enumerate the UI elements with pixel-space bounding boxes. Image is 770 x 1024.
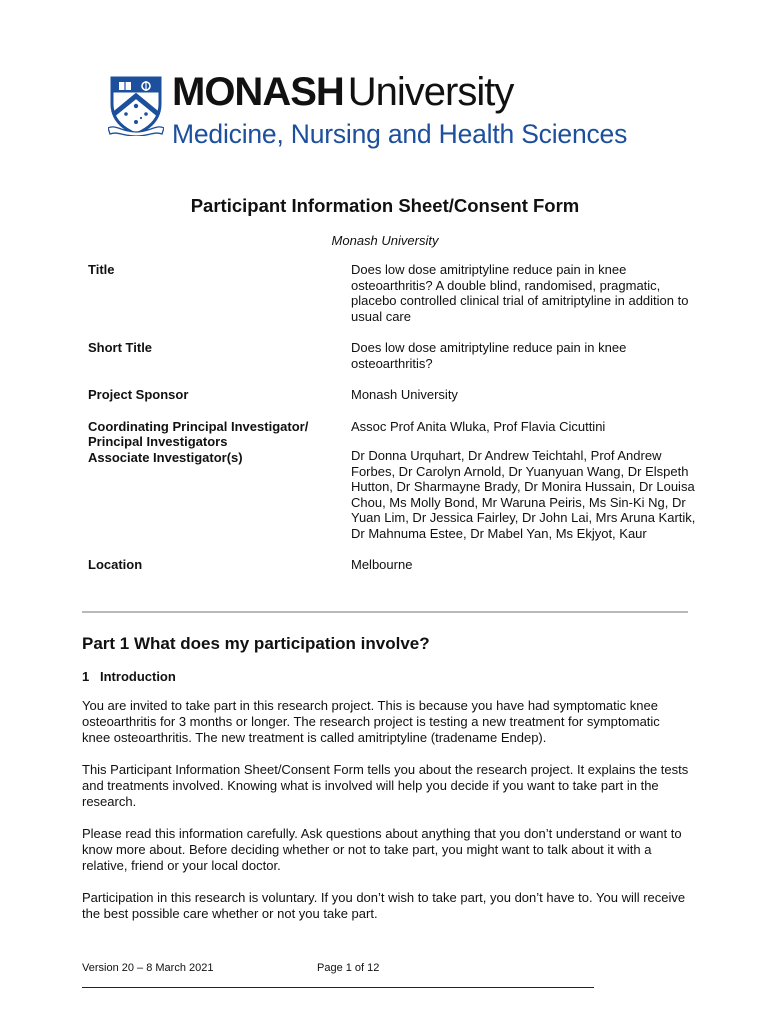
monash-logo <box>108 72 668 152</box>
page-number: Page 1 of 12 <box>317 962 380 974</box>
footer-rule <box>82 987 594 988</box>
title-label: Title <box>88 262 115 277</box>
logo-monash-text: MONASH <box>172 70 344 114</box>
monash-wordmark <box>172 72 513 112</box>
faculty-name: Medicine, Nursing and Health Sciences <box>172 119 628 149</box>
short-title-label: Short Title <box>88 340 153 355</box>
paragraph: This Participant Information Sheet/Consent Form tells you about the research project. It explains the tests and treatments involved. Knowing what is involved will help you decide if you want to take part in the research. <box>82 762 689 809</box>
detail-row-short-title <box>88 340 708 371</box>
detail-row-sponsor <box>88 387 708 403</box>
introduction-heading <box>82 669 176 684</box>
monash-crest-icon <box>108 74 164 136</box>
location-value: Melbourne <box>351 557 413 572</box>
part-1-heading: Part 1 What does my participation involve? <box>82 634 430 653</box>
document-subtitle: Monash University <box>331 233 439 248</box>
paragraph: Participation in this research is voluntary. If you don’t wish to take part, you don’t have to. You will receive the best possible care whether or not you take part. <box>82 890 686 921</box>
detail-row-investigators <box>88 419 708 542</box>
title-value: Does low dose amitriptyline reduce pain in knee osteoarthritis? A double blind, randomised, pragmatic, placebo controlled clinical trial of amitriptyline in addition to usual care <box>351 262 689 324</box>
short-title-value: Does low dose amitriptyline reduce pain in knee osteoarthritis? <box>351 340 627 371</box>
version-text: Version 20 – 8 March 2021 <box>82 962 214 974</box>
investigators-label-line-1: Coordinating Principal Investigator/ <box>88 418 309 434</box>
sponsor-label: Project Sponsor <box>88 387 189 402</box>
investigators-label-line-3: Associate Investigator(s) <box>88 449 243 465</box>
paragraph: You are invited to take part in this research project. This is because you have had symptomatic knee osteoarthritis for 3 months or longer. The research project is testing a new treatment for symptomatic knee osteoarthritis. The new treatment is called amitriptyline (tradename Endep). <box>82 698 660 745</box>
investigators-label <box>88 419 351 542</box>
project-details <box>88 262 708 589</box>
investigators-value <box>351 419 701 542</box>
sponsor-value: Monash University <box>351 387 458 402</box>
section-divider <box>82 611 688 613</box>
detail-row-title <box>88 262 708 324</box>
section-number: 1 <box>82 669 90 684</box>
paragraph: Please read this information carefully. Ask questions about anything that you don’t understand or want to know more about. Before deciding whether or not to take part, you might want to talk about it with a relative, friend or your local doctor. <box>82 826 682 873</box>
detail-row-location <box>88 557 708 573</box>
associate-investigators: Dr Donna Urquhart, Dr Andrew Teichtahl, Prof Andrew Forbes, Dr Carolyn Arnold, Dr Yuanyuan Wang, Dr Elspeth Hutton, Dr Sharmayne Brady, Dr Monira Hussain, Dr Louisa Chou, Ms Molly Bond, Mr Waruna Peiris, Ms Sin-Ki Ng, Dr Yuan Lim, Dr Jessica Fairley, Dr John Lai, Mrs Aruna Kartik, Dr Mahnuma Estee, Dr Mabel Yan, Ms Ekjyot, Kaur <box>351 448 696 541</box>
investigators-label-line-2: Principal Investigators <box>88 434 228 449</box>
logo-university-text: University <box>347 70 514 114</box>
introduction-body <box>82 698 690 938</box>
section-title: Introduction <box>100 669 176 684</box>
principal-investigators: Assoc Prof Anita Wluka, Prof Flavia Cicuttini <box>351 418 606 434</box>
document-title: Participant Information Sheet/Consent Form <box>190 195 580 216</box>
location-label: Location <box>88 557 143 572</box>
